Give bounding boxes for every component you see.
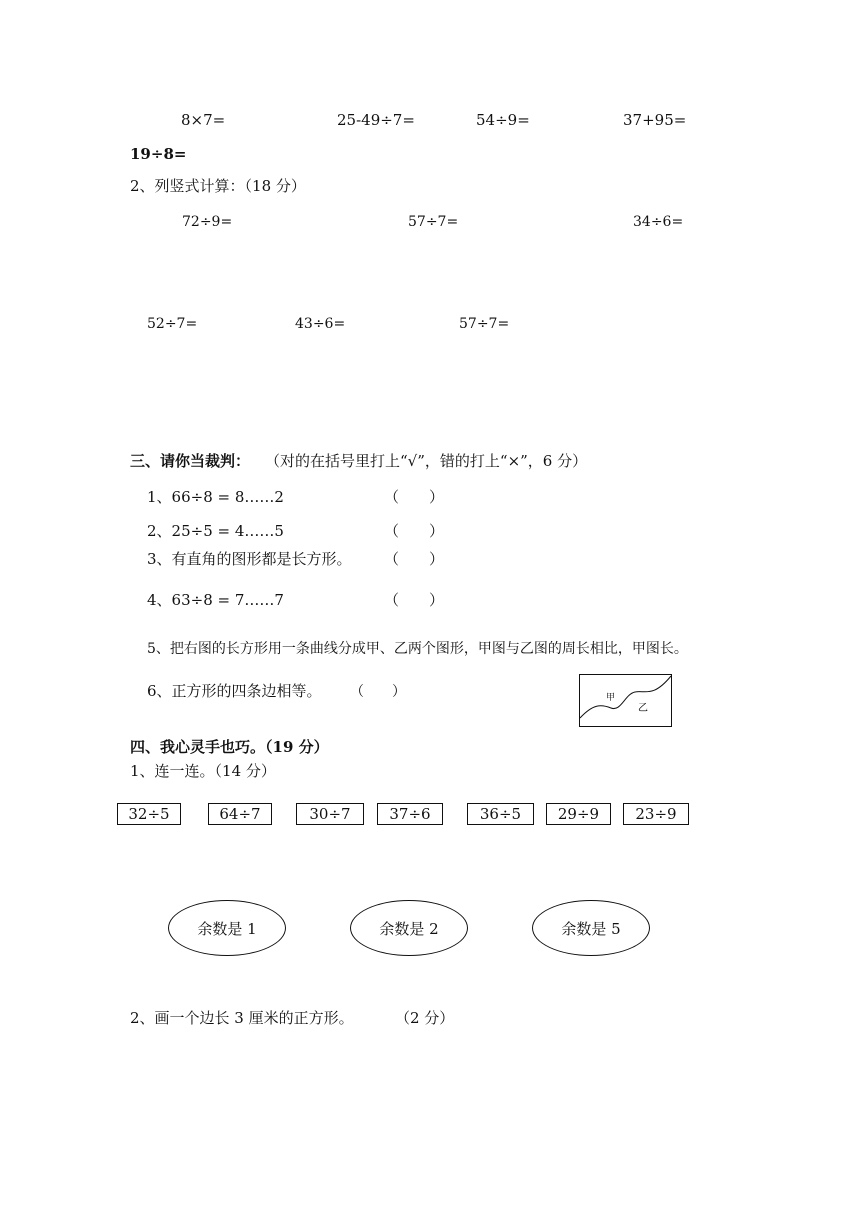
remainder-ellipse-1[interactable]: 余数是 1 — [168, 900, 286, 956]
vertical-item-2: 57÷7= — [408, 214, 459, 230]
judge-q1: 1、66÷8 = 8……2 — [147, 488, 284, 506]
division-box-4[interactable]: 37÷6 — [377, 803, 443, 825]
judge-q2-bracket[interactable]: （ ） — [384, 522, 445, 540]
judge-q2: 2、25÷5 = 4……5 — [147, 522, 284, 540]
judge-q6-bracket[interactable]: （ ） — [350, 684, 406, 700]
judge-q4: 4、63÷8 = 7……7 — [147, 591, 284, 609]
vertical-item-6: 57÷7= — [459, 316, 510, 332]
oral-item-3: 54÷9= — [476, 111, 530, 129]
vertical-item-4: 52÷7= — [147, 316, 198, 332]
judge-q5: 5、把右图的长方形用一条曲线分成甲、乙两个图形，甲图与乙图的周长相比，甲图长。 — [147, 641, 688, 657]
division-box-7[interactable]: 23÷9 — [623, 803, 689, 825]
judge-q3-bracket[interactable]: （ ） — [384, 550, 445, 568]
rectangle-curve-svg — [579, 674, 672, 727]
vertical-item-5: 43÷6= — [295, 316, 346, 332]
connect-title: 1、连一连。（14 分） — [130, 762, 276, 780]
division-box-6[interactable]: 29÷9 — [546, 803, 611, 825]
vertical-calc-title: 2、列竖式计算：（18 分） — [130, 177, 306, 195]
section4-heading: 四、我心灵手也巧。（19 分） — [130, 738, 329, 756]
draw-square-score: （2 分） — [395, 1009, 455, 1027]
division-box-3[interactable]: 30÷7 — [296, 803, 364, 825]
division-box-2[interactable]: 64÷7 — [208, 803, 272, 825]
rectangle-curve-figure — [579, 674, 672, 727]
oral-item-4: 37+95= — [623, 111, 687, 129]
section3-instruction: （对的在括号里打上“√”，错的打上“×”，6 分） — [265, 452, 588, 470]
figure-label-yi: 乙 — [638, 703, 648, 714]
division-box-1[interactable]: 32÷5 — [117, 803, 181, 825]
section3-heading: 三、请你当裁判： — [130, 452, 251, 470]
remainder-ellipse-5[interactable]: 余数是 5 — [532, 900, 650, 956]
figure-label-jia: 甲 — [606, 693, 616, 703]
remainder-ellipse-2[interactable]: 余数是 2 — [350, 900, 468, 956]
oral-item-2: 25-49÷7= — [337, 111, 415, 129]
judge-q1-bracket[interactable]: （ ） — [384, 488, 445, 506]
draw-square-title: 2、画一个边长 3 厘米的正方形。 — [130, 1009, 354, 1027]
division-box-5[interactable]: 36÷5 — [467, 803, 534, 825]
judge-q3: 3、有直角的图形都是长方形。 — [147, 550, 352, 568]
judge-q6: 6、正方形的四条边相等。 — [147, 682, 322, 700]
oral-item-extra: 19÷8= — [130, 145, 187, 163]
oral-item-1: 8×7= — [181, 111, 226, 129]
judge-q4-bracket[interactable]: （ ） — [384, 591, 445, 609]
vertical-item-3: 34÷6= — [633, 214, 684, 230]
vertical-item-1: 72÷9= — [182, 214, 233, 230]
